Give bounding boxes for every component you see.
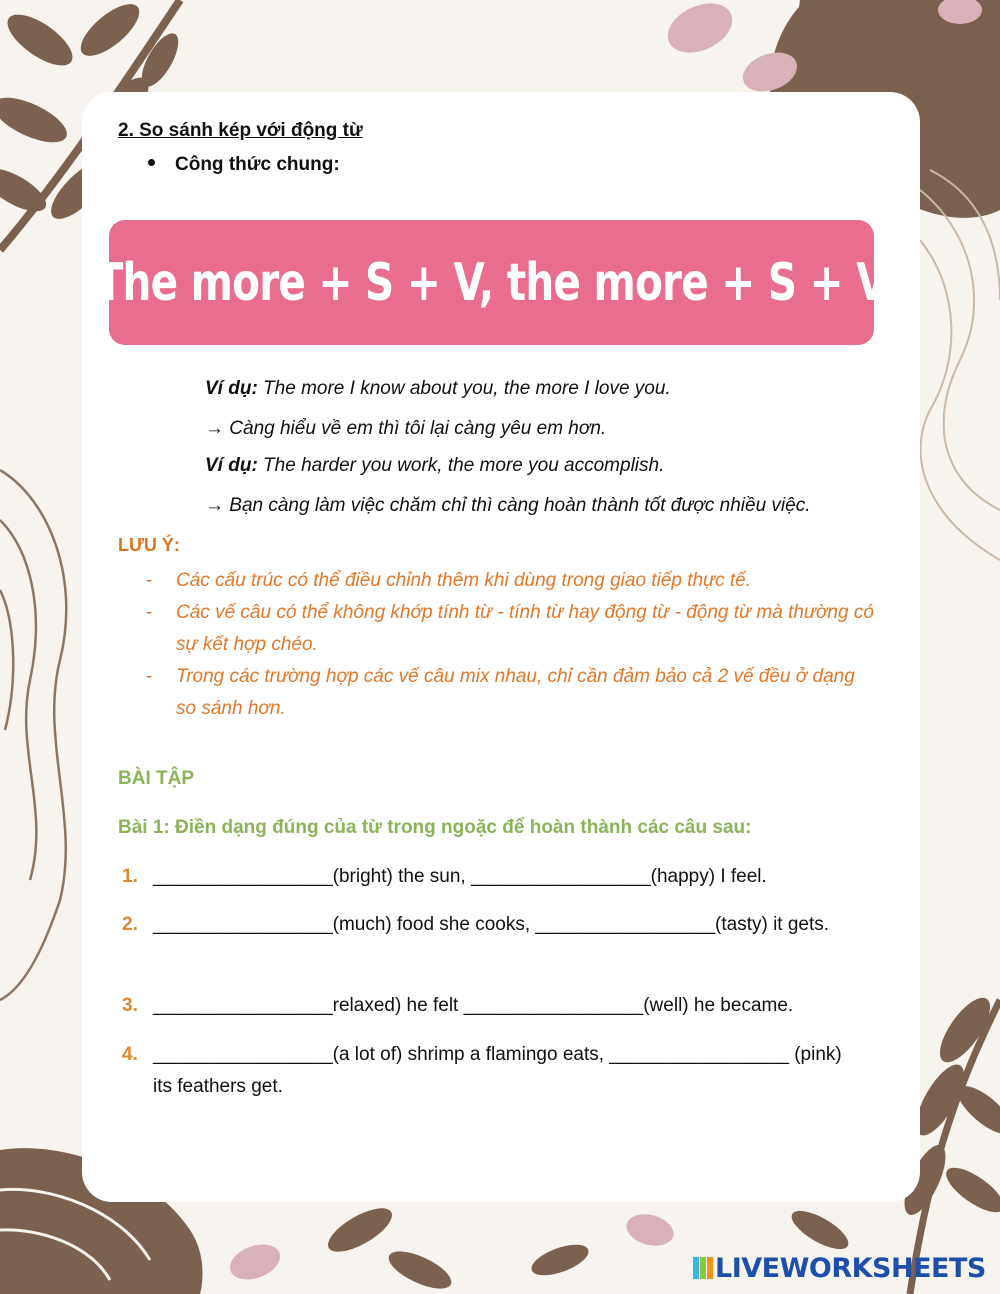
bullet-label: Công thức chung: xyxy=(175,154,340,175)
question-text[interactable]: _________________(much) food she cooks, _________________(tasty) it gets. xyxy=(153,914,830,935)
note-title: LƯU Ý: xyxy=(118,535,180,555)
formula-bullet xyxy=(148,154,340,176)
question-text[interactable]: _________________(a lot of) shrimp a flamingo eats, _________________ (pink) its feathers get. xyxy=(153,1044,842,1097)
note-item xyxy=(118,597,878,661)
example-text: The harder you work, the more you accomplish. xyxy=(257,455,665,476)
liveworksheets-logo[interactable] xyxy=(693,1253,986,1284)
question-text[interactable]: _________________relaxed) he felt _________________(well) he became. xyxy=(153,995,794,1016)
example-1 xyxy=(205,378,671,400)
note-item-text: Các vế câu có thể không khớp tính từ - tính từ hay động từ - động từ mà thường có sự kết hợp chéo. xyxy=(176,602,874,655)
note-list xyxy=(118,565,878,725)
question-number: 2. xyxy=(122,914,138,935)
dash-icon: - xyxy=(146,666,153,687)
liveworksheets-logo-icon xyxy=(693,1255,713,1281)
example-2-translation: → Bạn càng làm việc chăm chỉ thì càng hoàn thành tốt được nhiều việc. xyxy=(205,495,811,516)
logo-text: LIVEWORKSHEETS xyxy=(715,1253,986,1284)
question-item xyxy=(118,1039,858,1103)
note-item xyxy=(118,565,878,597)
question-number: 3. xyxy=(122,995,138,1016)
dash-icon: - xyxy=(146,602,153,623)
note-item-text: Các cấu trúc có thể điều chỉnh thêm khi dùng trong giao tiếp thực tế. xyxy=(176,570,751,591)
dash-icon: - xyxy=(146,570,153,591)
note-item xyxy=(118,661,878,725)
example-2 xyxy=(205,455,664,477)
section-title: 2. So sánh kép với động từ xyxy=(118,120,363,141)
example-text: The more I know about you, the more I love you. xyxy=(257,378,671,399)
example-label: Ví dụ: xyxy=(205,378,258,399)
contour-lines-left xyxy=(0,470,66,1000)
example-1-translation: → Càng hiểu về em thì tôi lại càng yêu em hơn. xyxy=(205,418,607,439)
pink-petal-1 xyxy=(660,0,740,62)
pink-petal-5 xyxy=(623,1209,677,1250)
example-label: Ví dụ: xyxy=(205,455,258,476)
formula-banner xyxy=(95,220,888,345)
question-number: 4. xyxy=(122,1044,138,1065)
question-item xyxy=(118,990,858,1022)
pink-petal-4 xyxy=(225,1238,285,1286)
contour-lines-right xyxy=(920,170,1000,560)
question-item xyxy=(118,861,858,893)
bullet-dot-icon xyxy=(148,159,155,166)
question-number: 1. xyxy=(122,866,138,887)
formula-text: The more + S + V, the more + S + V xyxy=(95,252,888,313)
question-text[interactable]: _________________(bright) the sun, _________________(happy) I feel. xyxy=(153,866,767,887)
question-item xyxy=(118,909,858,941)
exercise-instruction: Bài 1: Điền dạng đúng của từ trong ngoặc để hoàn thành các câu sau: xyxy=(118,817,752,838)
exercise-heading: BÀI TẬP xyxy=(118,768,194,789)
note-item-text: Trong các trường hợp các vế câu mix nhau, chỉ cần đảm bảo cả 2 vế đều ở dạng so sánh hơn. xyxy=(176,666,855,719)
